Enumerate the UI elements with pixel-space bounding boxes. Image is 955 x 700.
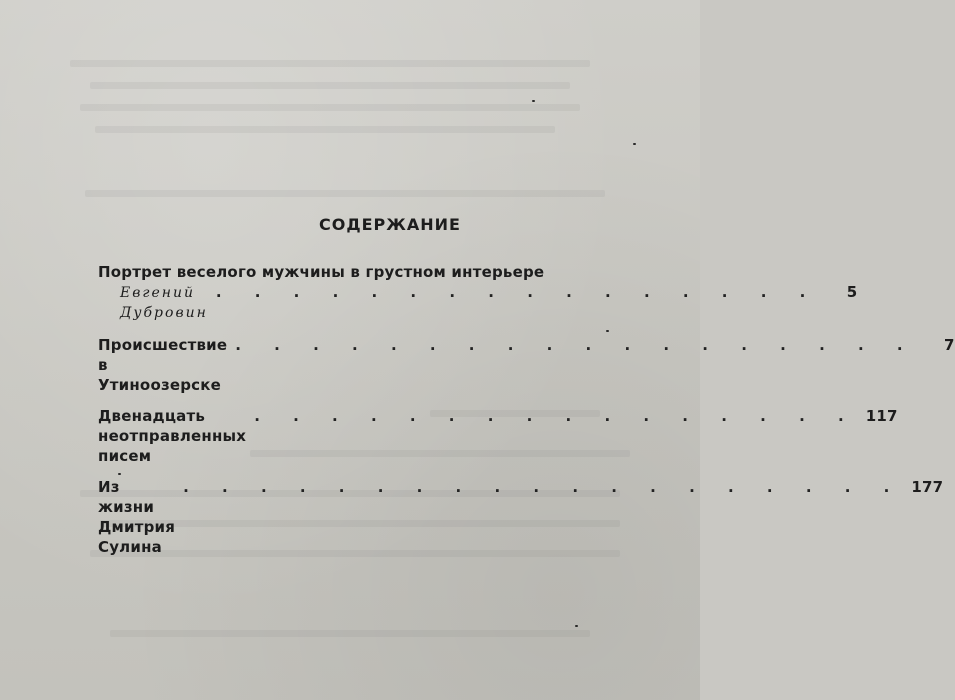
print-speck bbox=[532, 100, 535, 102]
toc-entry-title: Двенадцать неотправленных писем bbox=[98, 407, 247, 465]
dot-leader: . . . . . . . . . . . . . . . . bbox=[254, 407, 858, 425]
dot-leader: . . . . . . . . . . . . . . . . bbox=[215, 283, 820, 301]
toc-page-number: 117 bbox=[865, 407, 898, 425]
contents-heading: СОДЕРЖАНИЕ bbox=[319, 215, 461, 234]
bleed-through-line bbox=[95, 126, 555, 133]
toc-page-number: 5 bbox=[846, 283, 858, 301]
bleed-through-line bbox=[110, 630, 590, 637]
toc-entry-title: Портрет веселого мужчины в грустном интерьере bbox=[98, 263, 545, 281]
toc-entry bbox=[98, 406, 898, 466]
bleed-through-line bbox=[80, 104, 580, 111]
print-speck bbox=[575, 625, 578, 627]
toc-entry-title: Из жизни Дмитрия Сулина bbox=[98, 478, 176, 556]
print-speck bbox=[633, 143, 636, 145]
toc-entry-row bbox=[98, 282, 858, 323]
toc-entry-title: Происшествие в Утиноозерске bbox=[98, 336, 228, 394]
dot-leader: . . . . . . . . . . . . . . . . . . bbox=[235, 336, 917, 354]
toc-entry-author: Евгений Дубровин bbox=[120, 285, 208, 321]
toc-page-number: 7 bbox=[943, 336, 955, 354]
toc-entry bbox=[98, 262, 858, 323]
toc-entry-row bbox=[98, 335, 955, 395]
bleed-through-line bbox=[90, 82, 570, 89]
toc-entry-row bbox=[98, 406, 898, 466]
table-of-contents bbox=[98, 262, 955, 557]
dot-leader: . . . . . . . . . . . . . . . . . . . bbox=[183, 478, 904, 496]
toc-entry bbox=[98, 477, 944, 557]
bleed-through-line bbox=[85, 190, 605, 197]
bleed-through-line bbox=[70, 60, 590, 67]
toc-entry bbox=[98, 335, 955, 395]
toc-entry-row bbox=[98, 477, 944, 557]
toc-page-number: 177 bbox=[911, 478, 944, 496]
